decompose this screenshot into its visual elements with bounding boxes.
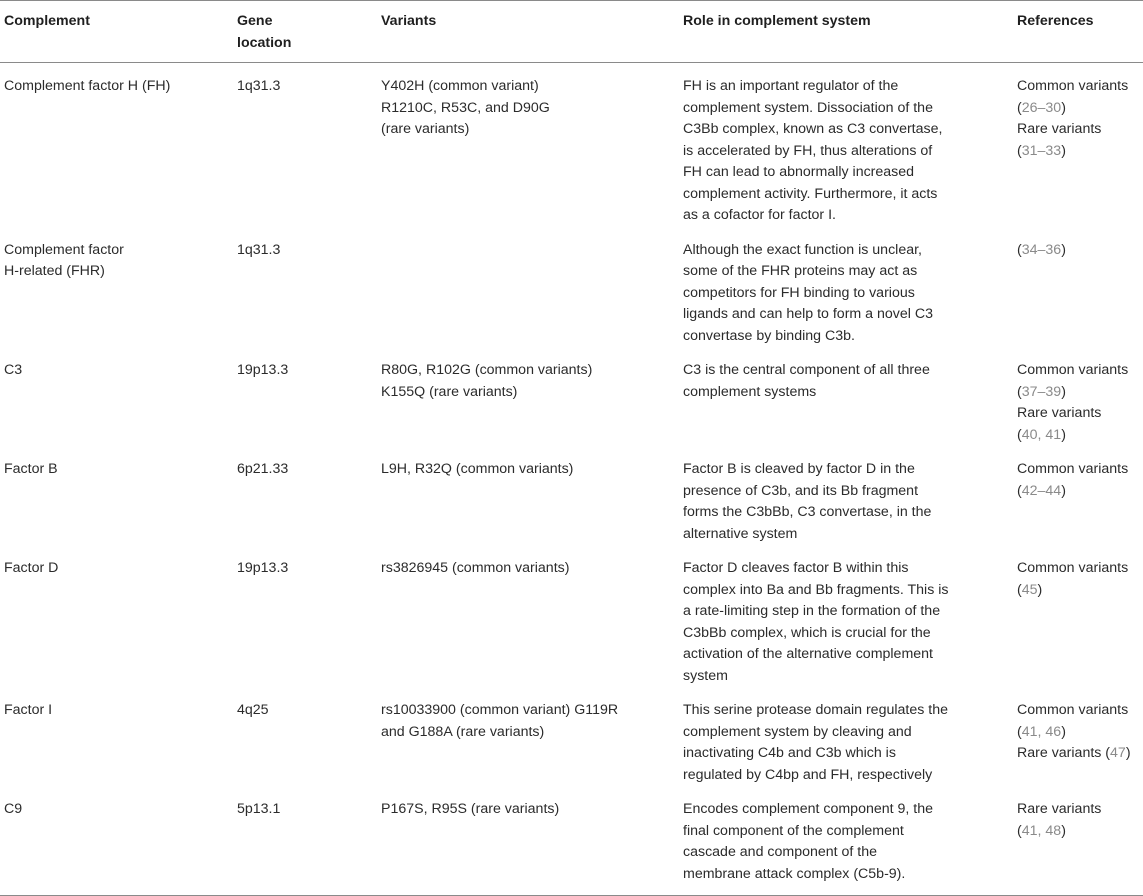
role-line: complement system by cleaving and [683, 723, 912, 740]
reference-line [1017, 799, 1139, 821]
variant-line: L9H, R32Q (common variants) [381, 461, 574, 477]
reference-link[interactable]: 45 [1021, 581, 1038, 598]
table-row [0, 786, 1143, 896]
reference-text: ( [1017, 723, 1022, 740]
variant-line: P167S, R95S (rare variants) [381, 801, 560, 817]
reference-text: ( [1017, 241, 1022, 258]
reference-link[interactable]: 31–33 [1021, 142, 1062, 159]
role-line: FH can lead to abnormally increased [683, 164, 915, 180]
reference-link[interactable]: 40, 41 [1021, 426, 1062, 443]
variant-line: rs10033900 (common variant) G119R [381, 702, 619, 718]
role-line: Factor B is cleaved by factor D in the [683, 461, 915, 477]
reference-text: ( [1017, 142, 1022, 159]
reference-text: ) [1061, 99, 1066, 116]
cell-references [1013, 63, 1143, 227]
reference-line [1017, 98, 1139, 120]
reference-line [1017, 240, 1139, 262]
reference-text: Rare variants ( [1017, 745, 1111, 761]
reference-text: ) [1061, 426, 1066, 443]
reference-link[interactable]: 41, 48 [1021, 822, 1062, 839]
reference-text: ( [1017, 482, 1022, 499]
role-line: cascade and component of the [683, 844, 878, 860]
role-line: presence of C3b, and its Bb fragment [683, 482, 919, 499]
reference-text: ) [1037, 581, 1043, 598]
variant-line: K155Q (rare variants) [381, 383, 518, 400]
reference-text: Common variants [1017, 78, 1129, 94]
reference-text: ) [1061, 142, 1066, 159]
complement-name-line: Complement factor [4, 241, 124, 258]
reference-text: ( [1017, 383, 1022, 400]
variant-line: Y402H (common variant) [381, 78, 539, 94]
reference-link[interactable]: 34–36 [1021, 241, 1062, 258]
reference-text: ) [1061, 482, 1066, 499]
header-gene-location: Gene location [233, 1, 377, 63]
cell-role [679, 347, 1013, 446]
role-line: FH is an important regulator of the [683, 78, 899, 94]
header-complement: Complement [0, 1, 233, 63]
table-row [0, 687, 1143, 786]
complement-name-line: C3 [4, 362, 23, 378]
cell-variants [377, 63, 679, 227]
cell-references [1013, 446, 1143, 545]
role-line: C3bBb complex, which is crucial for the [683, 624, 931, 641]
role-line: membrane attack complex (C5b-9). [683, 865, 906, 882]
complement-name-line: H-related (FHR) [4, 263, 105, 279]
header-variants: Variants [377, 1, 679, 63]
reference-text: Rare variants [1017, 121, 1102, 137]
role-line: final component of the complement [683, 822, 904, 839]
reference-line [1017, 722, 1139, 744]
reference-line [1017, 119, 1139, 141]
reference-line [1017, 700, 1139, 722]
cell-variants [377, 446, 679, 545]
reference-link[interactable]: 47 [1110, 745, 1126, 761]
cell-complement [0, 347, 233, 446]
reference-text: ) [1061, 723, 1066, 740]
cell-gene-location: 6p21.33 [237, 461, 289, 477]
reference-line [1017, 360, 1139, 382]
cell-gene-location: 1q31.3 [237, 78, 281, 94]
role-line: inactivating C4b and C3b which is [683, 745, 896, 761]
cell-gene-location: 4q25 [237, 702, 269, 718]
cell-complement [0, 63, 233, 227]
cell-references [1013, 786, 1143, 896]
complement-name-line: Factor I [4, 702, 53, 718]
reference-text: ) [1125, 745, 1131, 761]
role-line: some of the FHR proteins may act as [683, 263, 918, 279]
cell-complement [0, 687, 233, 786]
cell-role [679, 687, 1013, 786]
role-line: Although the exact function is unclear, [683, 241, 922, 258]
role-line: Factor D cleaves factor B within this [683, 560, 909, 576]
cell-role [679, 227, 1013, 348]
table-row [0, 347, 1143, 446]
role-line: convertase by binding C3b. [683, 327, 855, 344]
reference-line [1017, 141, 1139, 163]
role-line: C3Bb complex, known as C3 convertase, [683, 121, 943, 137]
role-line: as a cofactor for factor I. [683, 207, 836, 223]
variant-line: R1210C, R53C, and D90G [381, 99, 550, 116]
cell-role [679, 63, 1013, 227]
reference-text: ) [1061, 383, 1066, 400]
reference-text: ) [1061, 241, 1066, 258]
role-line: competitors for FH binding to various [683, 284, 915, 301]
table-row [0, 227, 1143, 348]
variant-line: and G188A (rare variants) [381, 723, 545, 740]
table-row [0, 63, 1143, 227]
header-role: Role in complement system [679, 1, 1013, 63]
cell-references [1013, 227, 1143, 348]
reference-line [1017, 76, 1139, 98]
role-line: complex into Ba and Bb fragments. This is [683, 581, 949, 598]
role-line: activation of the alternative complement [683, 646, 933, 662]
header-references: References [1013, 1, 1143, 63]
reference-line [1017, 459, 1139, 481]
role-line: forms the C3bBb, C3 convertase, in the [683, 504, 932, 520]
reference-text: ) [1061, 822, 1066, 839]
cell-role [679, 446, 1013, 545]
reference-text: ( [1017, 822, 1022, 839]
cell-complement [0, 227, 233, 348]
reference-link[interactable]: 42–44 [1021, 482, 1062, 499]
cell-complement [0, 446, 233, 545]
complement-name-line: C9 [4, 801, 23, 817]
cell-gene-location: 5p13.1 [233, 786, 377, 896]
complement-name-line: Factor B [4, 461, 58, 477]
reference-line [1017, 403, 1139, 425]
cell-gene-location: 19p13.3 [237, 362, 289, 378]
cell-variants [377, 786, 679, 896]
reference-text: Common variants [1017, 461, 1129, 477]
cell-role [679, 786, 1013, 896]
cell-variants [377, 545, 679, 687]
header-row [0, 1, 1143, 63]
reference-line [1017, 743, 1139, 765]
reference-text: Rare variants [1017, 405, 1102, 421]
complement-name-line: Complement factor H (FH) [4, 78, 171, 94]
reference-link[interactable]: 37–39 [1021, 383, 1062, 400]
reference-text: Common variants [1017, 362, 1129, 378]
role-line: system [683, 667, 728, 684]
complement-name-line: Factor D [4, 560, 59, 576]
role-line: complement activity. Furthermore, it acts [683, 185, 938, 202]
reference-line [1017, 558, 1139, 580]
reference-text: Rare variants [1017, 801, 1102, 817]
role-line: complement systems [683, 383, 817, 400]
reference-text: ( [1017, 426, 1022, 443]
role-line: ligands and can help to form a novel C3 [683, 306, 934, 322]
variant-line: R80G, R102G (common variants) [381, 362, 593, 378]
reference-line [1017, 580, 1139, 602]
role-line: This serine protease domain regulates the [683, 702, 948, 718]
cell-complement [0, 545, 233, 687]
reference-text: ( [1017, 581, 1022, 598]
cell-references [1013, 687, 1143, 786]
reference-line [1017, 382, 1139, 404]
cell-gene-location: 1q31.3 [237, 241, 281, 258]
cell-references [1013, 347, 1143, 446]
reference-line [1017, 481, 1139, 503]
role-line: regulated by C4bp and FH, respectively [683, 766, 933, 783]
reference-line [1017, 821, 1139, 843]
role-line: alternative system [683, 525, 798, 542]
table-row [0, 446, 1143, 545]
cell-variants [377, 687, 679, 786]
role-line: complement system. Dissociation of the [683, 99, 933, 116]
variant-line: (rare variants) [381, 121, 470, 137]
reference-text: ( [1017, 99, 1022, 116]
variant-line: rs3826945 (common variants) [381, 560, 570, 576]
cell-gene-location: 19p13.3 [237, 560, 289, 576]
cell-references [1013, 545, 1143, 687]
role-line: a rate-limiting step in the formation of the [683, 603, 941, 619]
reference-link[interactable]: 26–30 [1021, 99, 1062, 116]
role-line: Encodes complement component 9, the [683, 801, 934, 817]
reference-text: Common variants [1017, 560, 1129, 576]
table-row [0, 545, 1143, 687]
cell-complement [0, 786, 233, 896]
table-header [0, 1, 1143, 63]
cell-role [679, 545, 1013, 687]
reference-text: Common variants [1017, 702, 1129, 718]
role-line: is accelerated by FH, thus alterations of [683, 142, 933, 159]
reference-link[interactable]: 41, 46 [1021, 723, 1062, 740]
cell-variants [377, 347, 679, 446]
role-line: C3 is the central component of all three [683, 362, 930, 378]
table-body [0, 63, 1143, 896]
reference-line [1017, 425, 1139, 447]
cell-variants [377, 227, 679, 348]
